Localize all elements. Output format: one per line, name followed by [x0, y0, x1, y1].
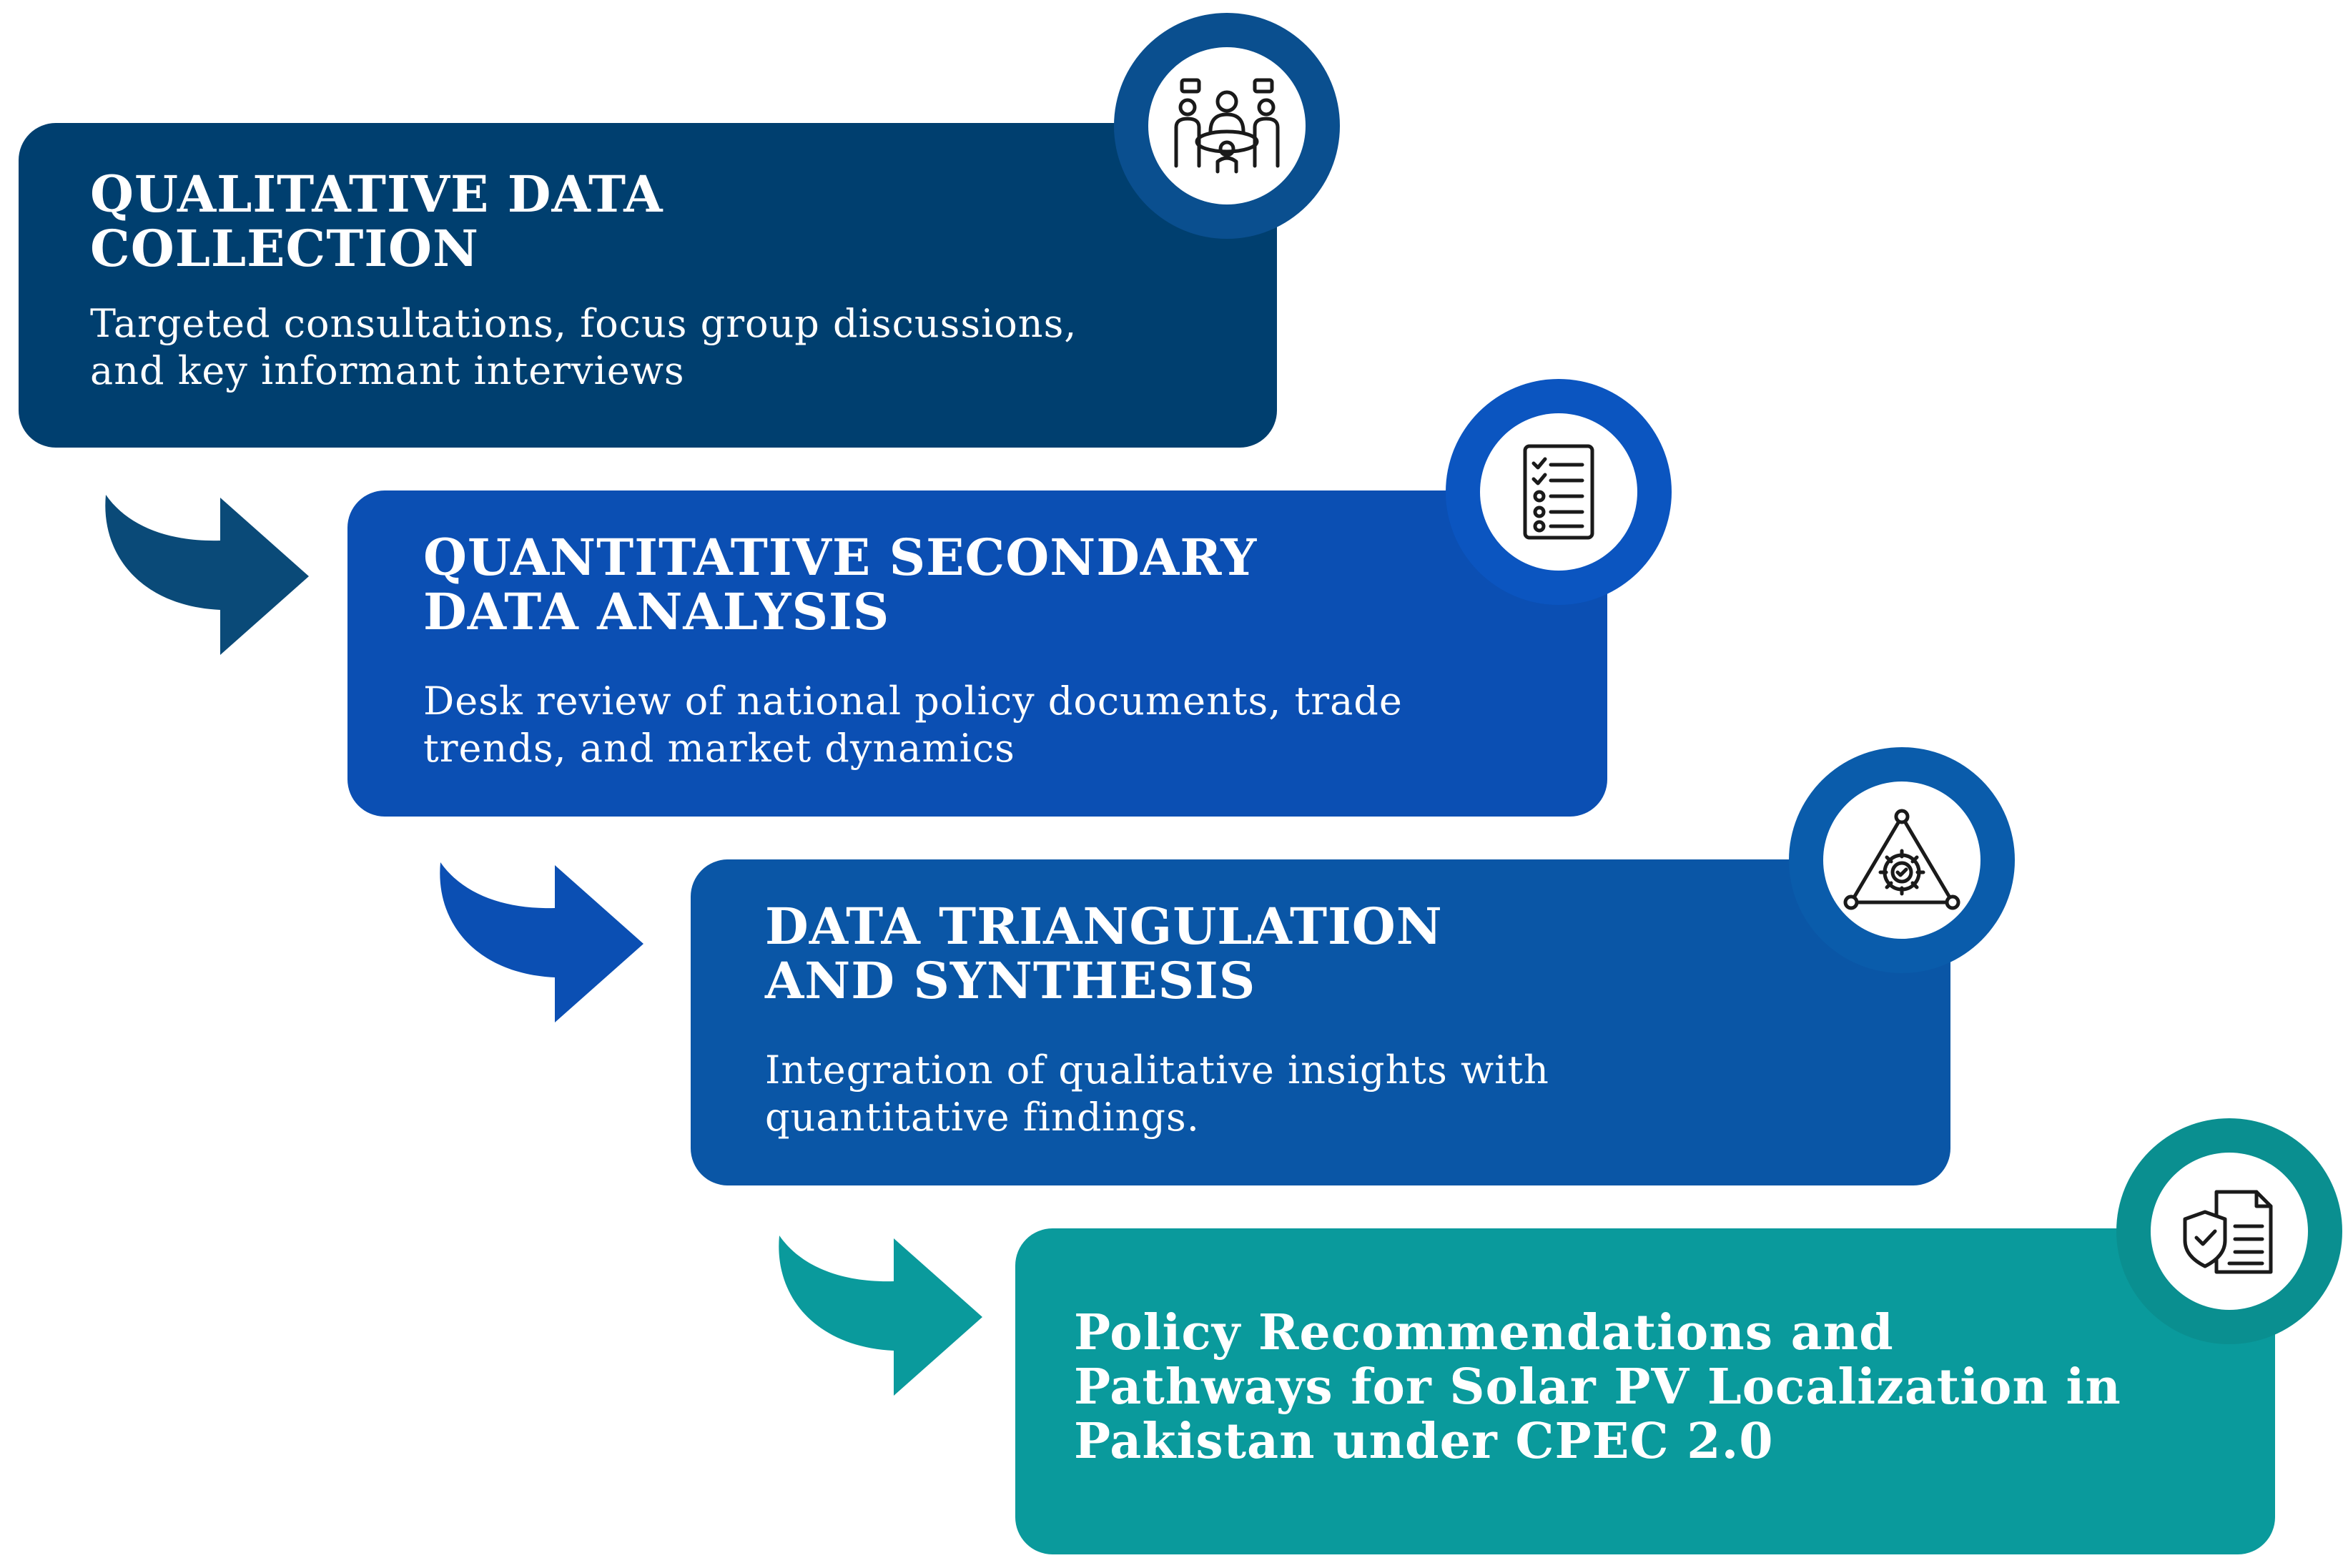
- flow-arrow-3: [774, 1233, 988, 1397]
- meeting-icon: [1166, 76, 1288, 176]
- checklist-icon: [1519, 442, 1598, 542]
- step-policy-recommendations: [1015, 1228, 2275, 1554]
- step-title: QUANTITATIVE SECONDARY DATA ANALYSIS: [423, 528, 1258, 641]
- flow-arrow-1: [100, 492, 315, 656]
- step-title: QUALITATIVE DATA COLLECTION: [90, 164, 664, 278]
- step-data-triangulation-and-synthesis: [691, 859, 1950, 1185]
- step-qualitative-data-collection: [19, 123, 1277, 448]
- step-description: Desk review of national policy documents, trade trends, and market dynamics: [423, 679, 1403, 771]
- step-quantitative-secondary-data-analysis: [347, 490, 1607, 817]
- step-title: Policy Recommendations and Pathways for Solar PV Localization in Pakistan under CPEC 2.0: [1074, 1304, 2121, 1470]
- step-3-icon-badge: [1789, 747, 2015, 973]
- policy-document-shield-icon: [2179, 1185, 2279, 1278]
- step-1-icon-badge: [1114, 13, 1340, 239]
- triangulation-gear-icon: [1841, 807, 1963, 914]
- step-4-icon-badge: [2116, 1118, 2342, 1344]
- step-description: Integration of qualitative insights with quantitative findings.: [765, 1047, 1549, 1140]
- step-title: DATA TRIANGULATION AND SYNTHESIS: [765, 897, 1443, 1010]
- step-description: Targeted consultations, focus group discussions, and key informant interviews: [90, 301, 1077, 393]
- flow-arrow-2: [435, 859, 649, 1024]
- step-2-icon-badge: [1446, 379, 1672, 605]
